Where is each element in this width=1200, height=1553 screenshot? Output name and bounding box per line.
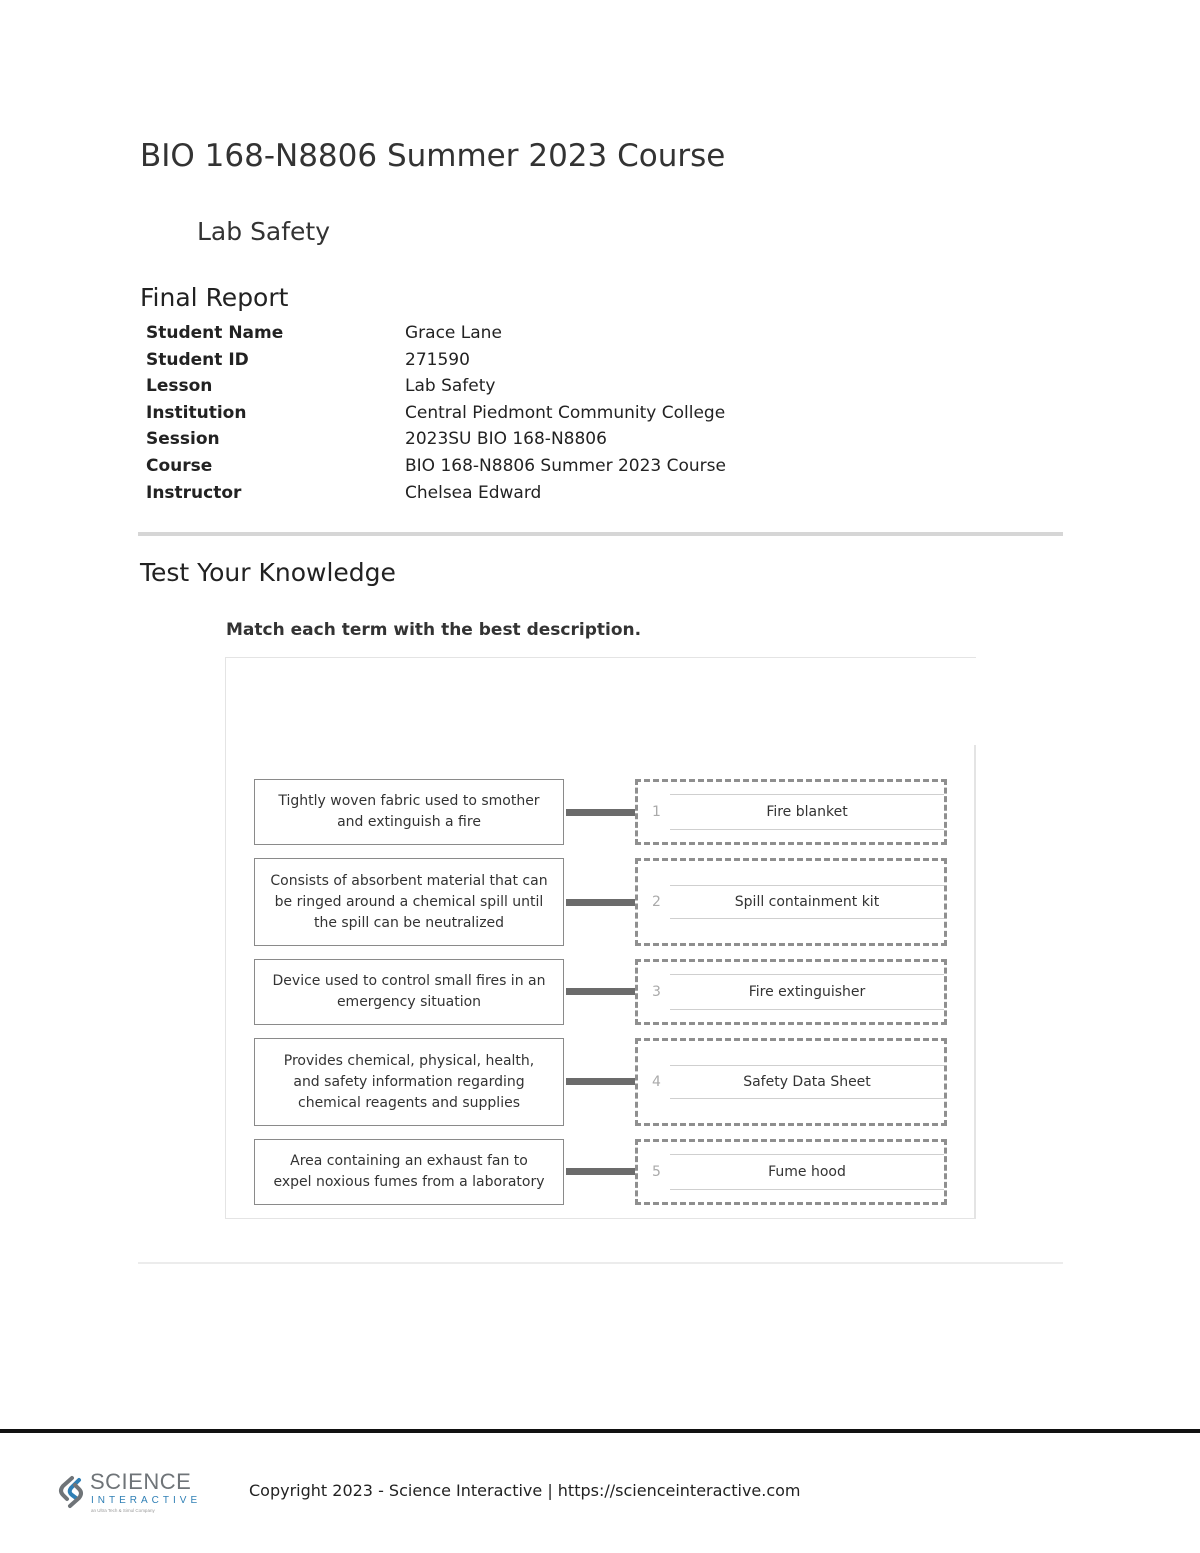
logo-mark-icon: [61, 1478, 81, 1506]
description-card: Consists of absorbent material that can be ringed around a chemical spill until the spill can be neutralized: [254, 858, 564, 946]
term-drop-zone[interactable]: [635, 1038, 947, 1126]
term-number: 4: [652, 1074, 661, 1090]
info-value: Chelsea Edward: [405, 482, 542, 503]
copyright-text: Copyright 2023 - Science Interactive | https://scienceinteractive.com: [249, 1481, 801, 1500]
lesson-title: Lab Safety: [197, 217, 331, 246]
report-heading: Final Report: [140, 283, 289, 312]
quiz-question: Match each term with the best description.: [226, 620, 642, 640]
info-label: Student ID: [146, 349, 249, 370]
match-connector: [566, 988, 636, 995]
match-connector: [566, 1078, 636, 1085]
match-connector: [566, 1168, 636, 1175]
term-number: 5: [652, 1164, 661, 1180]
info-label: Course: [146, 455, 213, 476]
info-label: Student Name: [146, 323, 284, 343]
info-value: 271590: [405, 349, 470, 370]
course-title: BIO 168-N8806 Summer 2023 Course: [140, 138, 726, 174]
term-drop-zone[interactable]: [635, 858, 947, 946]
term-label[interactable]: Fume hood: [670, 1154, 944, 1190]
logo-subword: INTERACTIVE: [91, 1495, 202, 1506]
term-drop-zone[interactable]: [635, 779, 947, 845]
term-label[interactable]: Fire blanket: [670, 794, 944, 830]
panel-border: [974, 745, 976, 1219]
term-number: 2: [652, 894, 661, 910]
term-number: 1: [652, 804, 661, 820]
description-card: Area containing an exhaust fan to expel noxious fumes from a laboratory: [254, 1139, 564, 1205]
description-card: Tightly woven fabric used to smother and extinguish a fire: [254, 779, 564, 845]
section-divider: [138, 532, 1063, 536]
info-label: Institution: [146, 402, 247, 423]
term-number: 3: [652, 984, 661, 1000]
term-label[interactable]: Safety Data Sheet: [670, 1065, 944, 1099]
description-card: Provides chemical, physical, health, and safety information regarding chemical reagents and supplies: [254, 1038, 564, 1126]
section-divider: [138, 1262, 1063, 1264]
term-label[interactable]: Fire extinguisher: [670, 974, 944, 1010]
term-label[interactable]: Spill containment kit: [670, 885, 944, 919]
description-card: Device used to control small fires in an emergency situation: [254, 959, 564, 1025]
science-interactive-logo: [58, 1470, 208, 1516]
info-value: 2023SU BIO 168-N8806: [405, 429, 607, 450]
footer-rule: [0, 1429, 1200, 1433]
term-drop-zone[interactable]: [635, 959, 947, 1025]
info-label: Instructor: [146, 482, 242, 503]
logo-word: SCIENCE: [90, 1470, 192, 1494]
info-value: BIO 168-N8806 Summer 2023 Course: [405, 455, 726, 476]
info-value: Grace Lane: [405, 323, 502, 343]
info-value: Lab Safety: [405, 376, 496, 397]
quiz-heading: Test Your Knowledge: [140, 558, 396, 587]
info-value: Central Piedmont Community College: [405, 402, 726, 423]
match-connector: [566, 809, 636, 816]
info-label: Lesson: [146, 376, 213, 397]
term-drop-zone[interactable]: [635, 1139, 947, 1205]
info-label: Session: [146, 429, 220, 450]
logo-tagline: an Ultra Tech & Simul Company: [91, 1508, 155, 1513]
match-connector: [566, 899, 636, 906]
